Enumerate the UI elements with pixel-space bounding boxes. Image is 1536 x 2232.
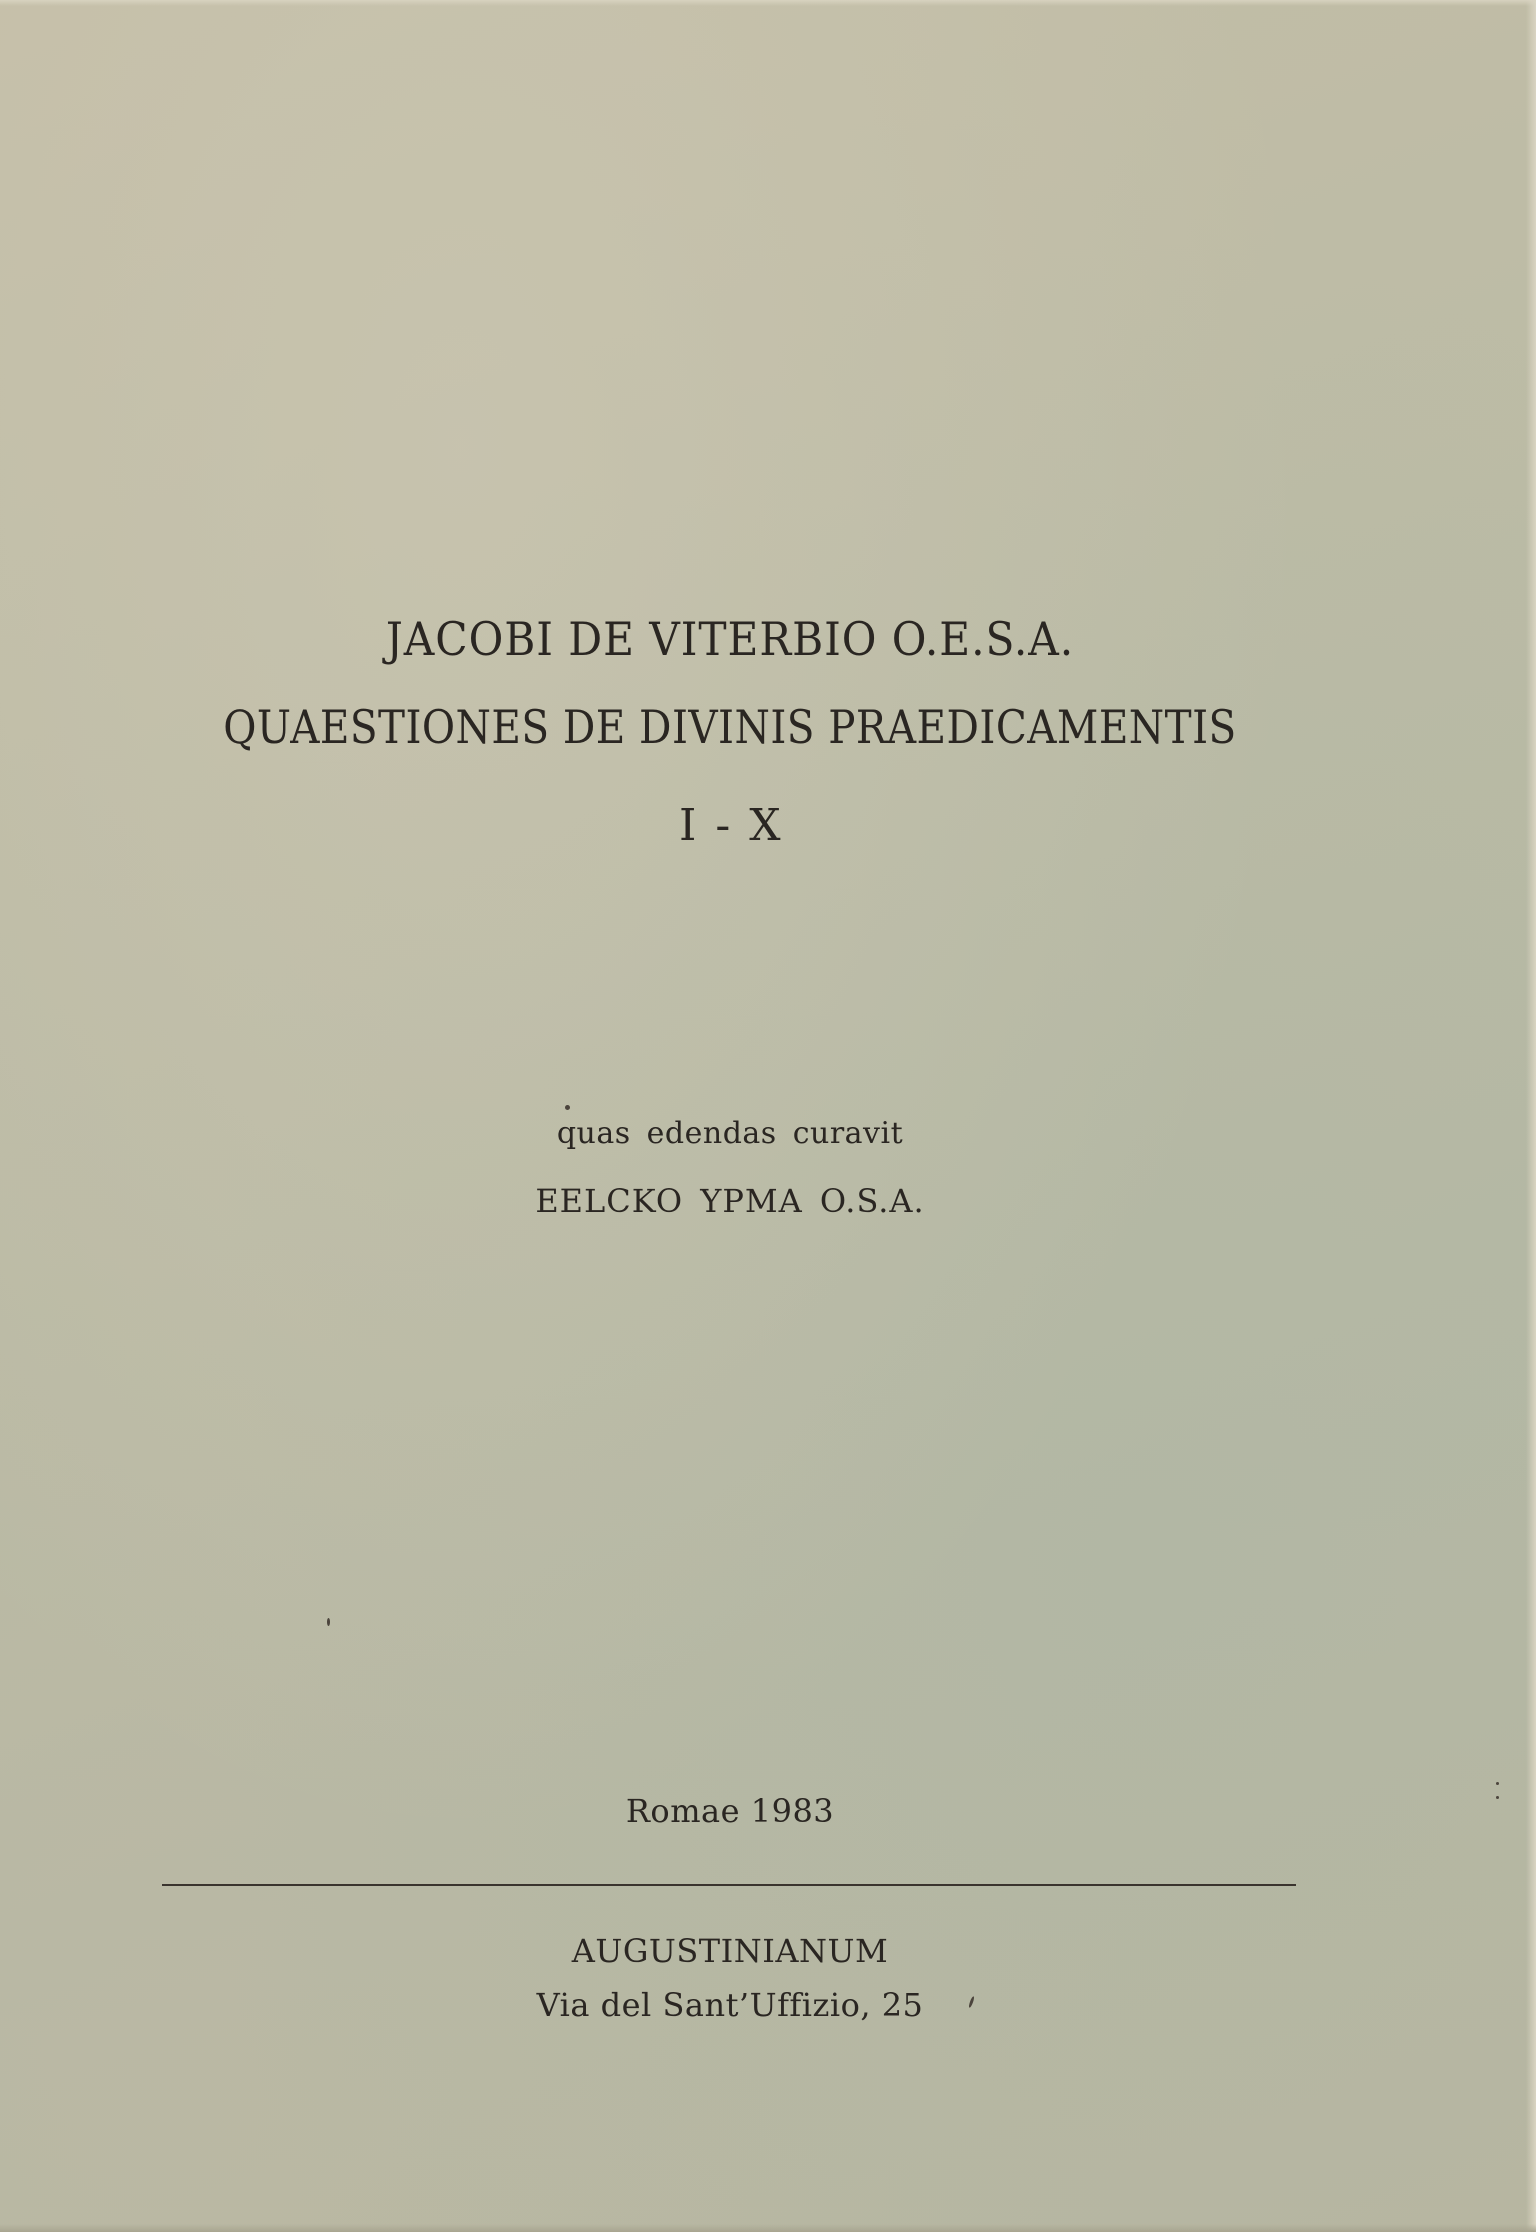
place-and-date: Romae 1983	[625, 1792, 835, 1830]
divider-rule	[162, 1884, 1296, 1886]
cover-edge-top	[0, 0, 1536, 6]
cover-edge-right	[1526, 0, 1536, 2232]
ink-speck	[1496, 1796, 1499, 1799]
cover-edge-bottom	[0, 2224, 1536, 2232]
ink-speck	[1496, 1782, 1499, 1785]
ink-speck	[327, 1618, 330, 1626]
publisher-name: AUGUSTINIANUM	[571, 1932, 889, 1970]
publisher-address: Via del Sant’Uffizio, 25	[536, 1986, 924, 2024]
ink-speck	[565, 1105, 570, 1110]
work-title: QUAESTIONES DE DIVINIS PRAEDICAMENTIS	[223, 700, 1237, 754]
author-title: JACOBI DE VITERBIO O.E.S.A.	[385, 612, 1075, 666]
editor-intro: quas edendas curavit	[556, 1116, 904, 1151]
editor-name: EELCKO YPMA O.S.A.	[535, 1182, 925, 1220]
volume-range: I - X	[678, 800, 782, 851]
